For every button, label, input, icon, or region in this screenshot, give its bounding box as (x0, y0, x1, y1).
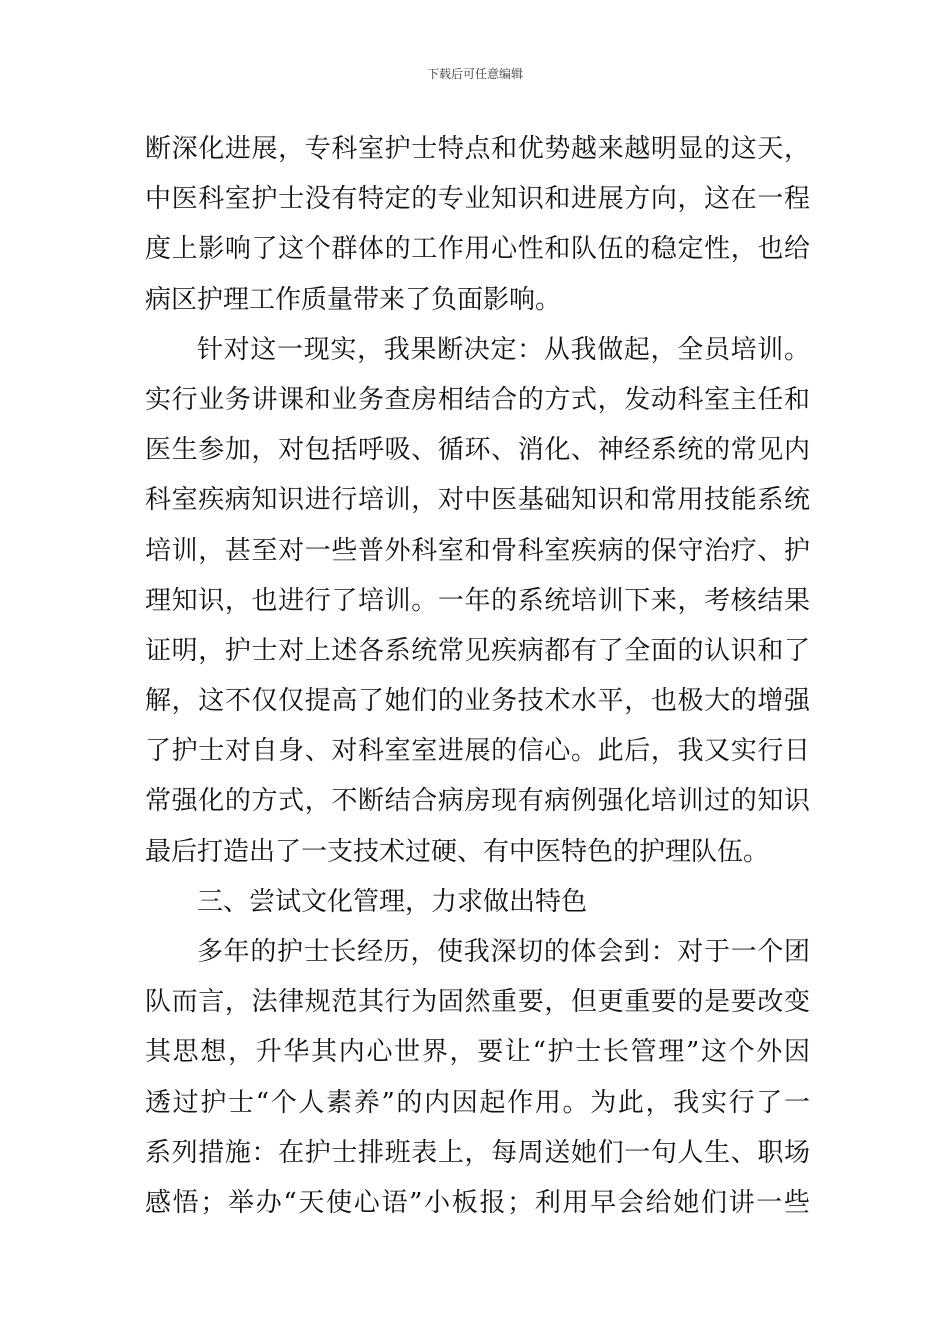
body-line: 最后打造出了一支技术过硬、有中医特色的护理队伍。 (145, 836, 770, 867)
body-line: 多年的护士长经历，使我深切的体会到：对于一个团 (197, 937, 810, 967)
body-line: 了护士对自身、对科室室进展的信心。此后，我又实行日 (145, 736, 810, 767)
body-line: 解，这不仅仅提高了她们的业务技术水平，也极大的增强 (145, 686, 810, 717)
body-line: 病区护理工作质量带来了负面影响。 (145, 284, 562, 315)
body-line: 医生参加，对包括呼吸、循环、消化、神经系统的常见内 (145, 435, 810, 466)
body-line: 断深化进展，专科室护士特点和优势越来越明显的这天， (145, 134, 810, 164)
section-heading: 三、尝试文化管理，力求做出特色 (197, 886, 588, 917)
body-line: 科室疾病知识进行培训，对中医基础知识和常用技能系统 (145, 485, 810, 516)
body-line: 系列措施：在护士排班表上，每周送她们一句人生、职场 (145, 1137, 810, 1168)
body-line: 证明，护士对上述各系统常见疾病都有了全面的认识和了 (145, 635, 810, 666)
body-line: 培训，甚至对一些普外科室和骨科室疾病的保守治疗、护 (145, 535, 810, 566)
body-line: 针对这一现实，我果断决定：从我做起，全员培训。 (197, 334, 810, 365)
body-line: 常强化的方式，不断结合病房现有病例强化培训过的知识 (145, 786, 810, 817)
body-line: 理知识，也进行了培训。一年的系统培训下来，考核结果 (145, 585, 810, 616)
body-line: 其思想，升华其内心世界，要让“护士长管理”这个外因 (145, 1037, 810, 1068)
body-line: 度上影响了这个群体的工作用心性和队伍的稳定性，也给 (145, 234, 810, 265)
body-line: 中医科室护士没有特定的专业知识和进展方向，这在一程 (145, 184, 810, 215)
body-line: 感悟；举办“天使心语”小板报；利用早会给她们讲一些 (145, 1187, 810, 1218)
body-line: 队而言，法律规范其行为固然重要，但更重要的是要改变 (145, 987, 810, 1018)
page-header: 下载后可任意编辑 (426, 67, 523, 81)
body-line: 透过护士“个人素养”的内因起作用。为此，我实行了一 (145, 1087, 810, 1118)
body-line: 实行业务讲课和业务查房相结合的方式，发动科室主任和 (145, 384, 810, 415)
document-body (145, 124, 810, 1228)
